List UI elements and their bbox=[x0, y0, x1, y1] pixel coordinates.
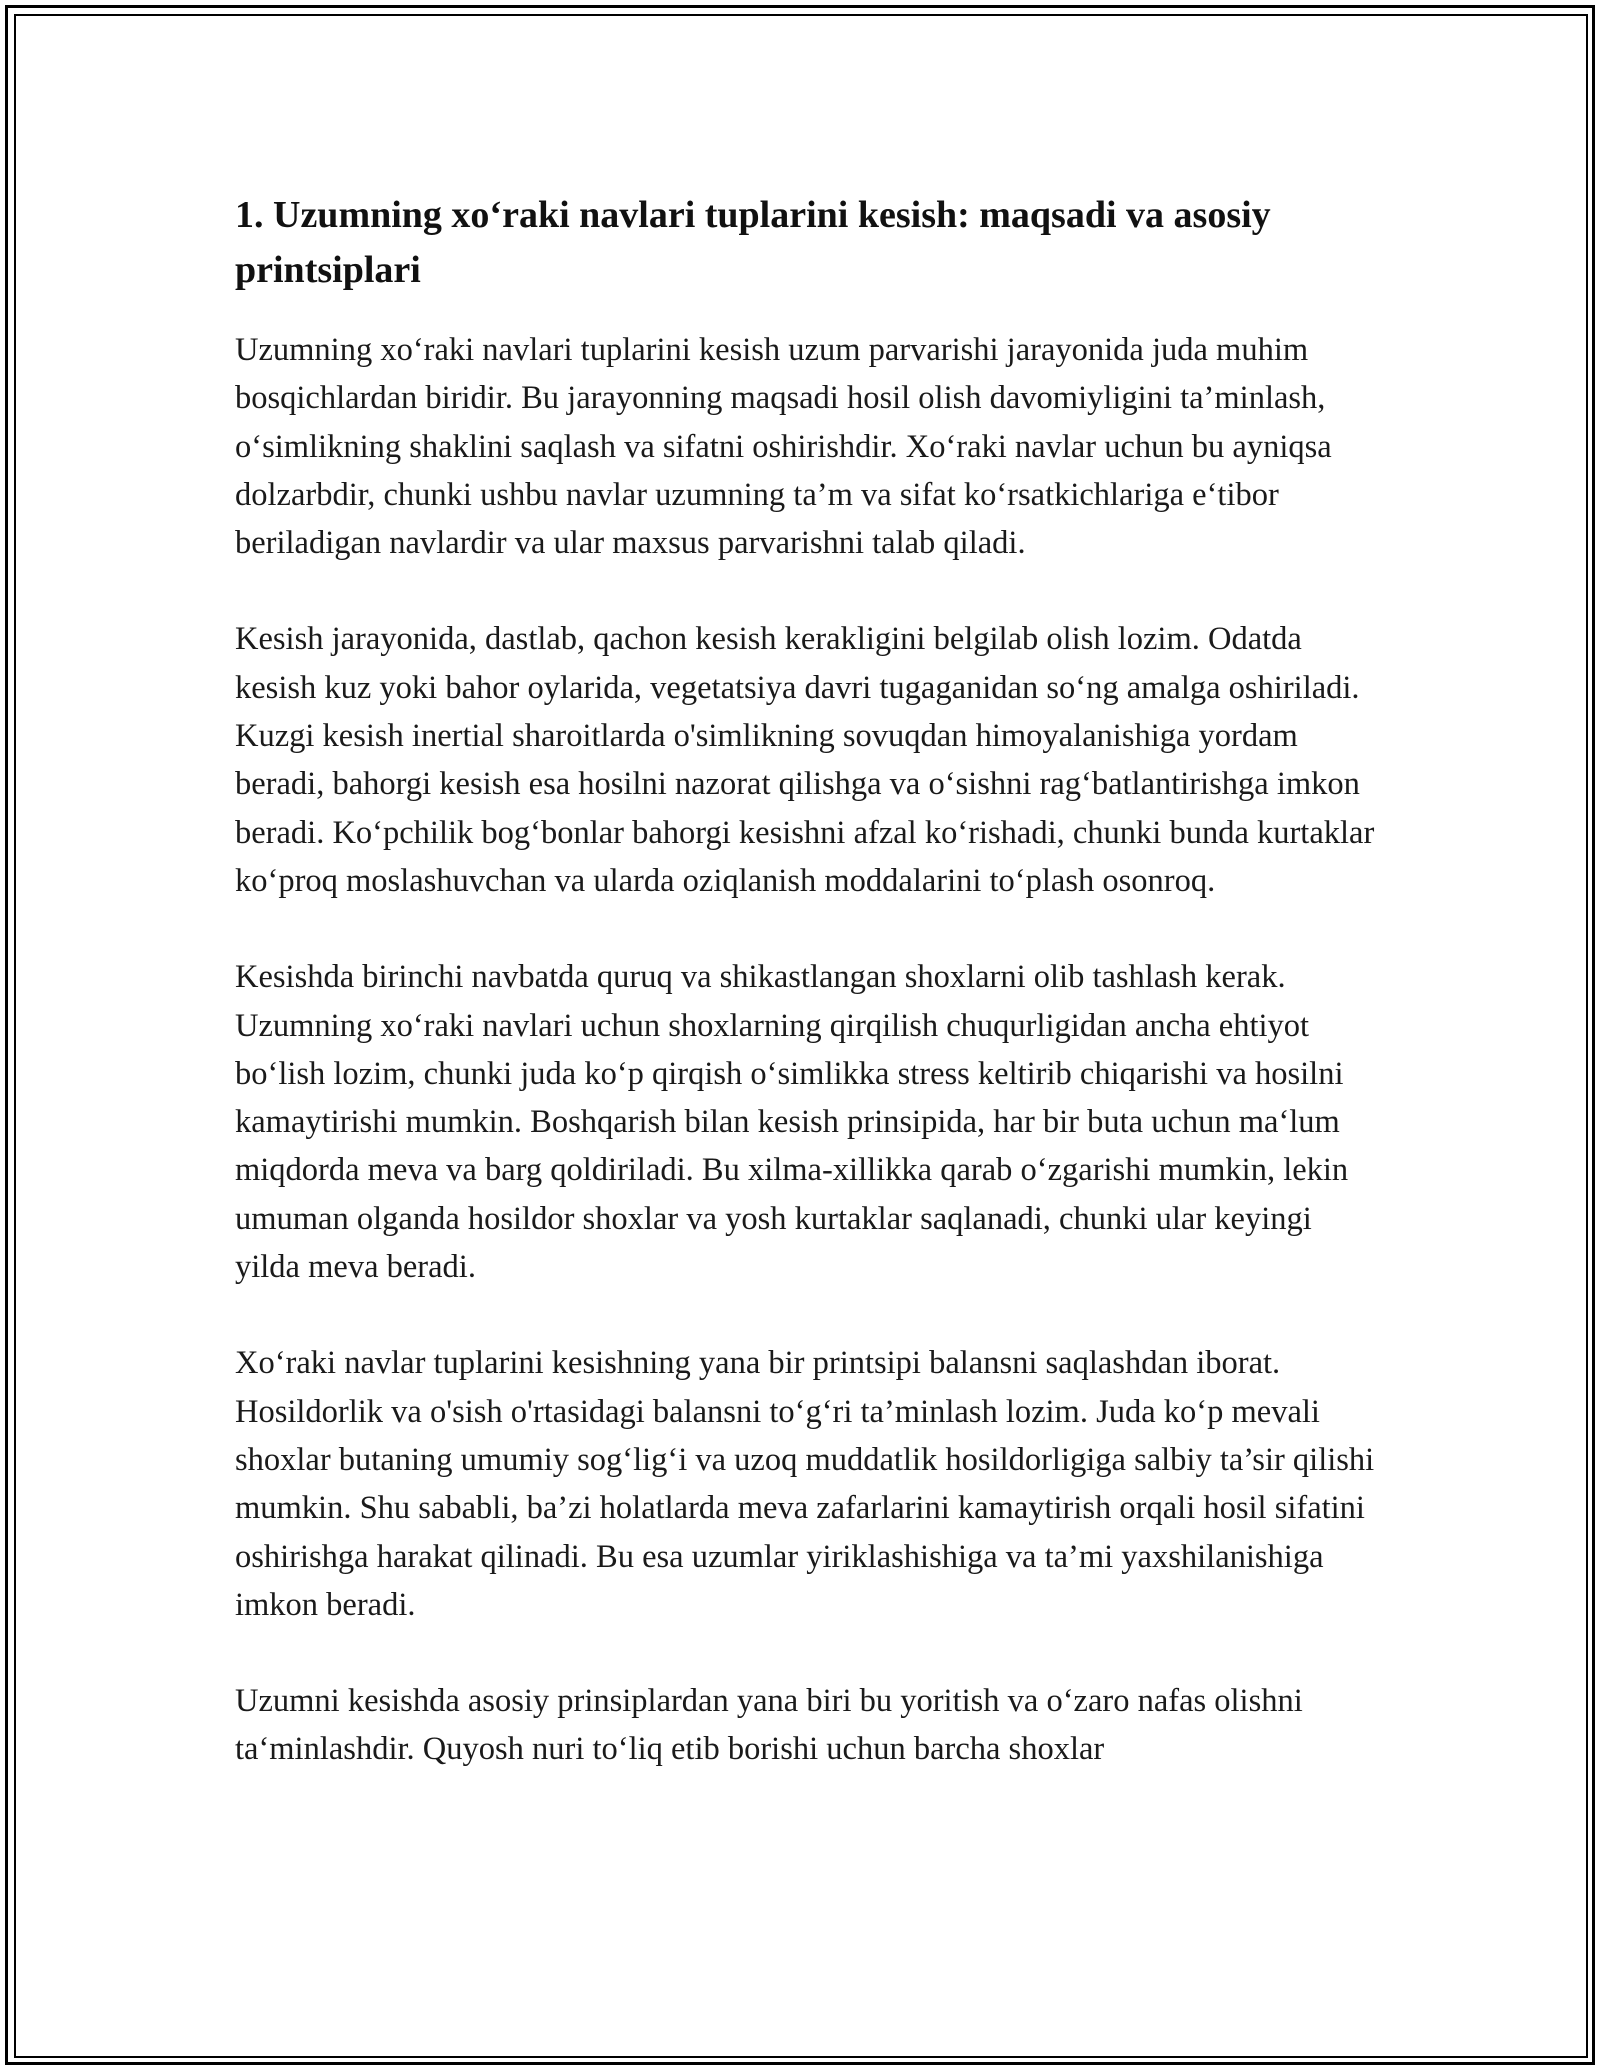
section-heading: 1. Uzumning xo‘raki navlari tuplarini kesish: maqsadi va asosiy printsiplari bbox=[235, 194, 1271, 291]
paragraph-3: Kesishda birinchi navbatda quruq va shikastlangan shoxlarni olib tashlash kerak. Uzumning xo‘raki navlari uchun shoxlarning qirqilish chuqurligidan ancha ehtiyot bo‘lish lozim, chunki juda ko‘p qirqish o‘simlikka stress keltirib chiqarishi va hosilni kamaytirishi mumkin. Boshqarish bilan kesish prinsipida, har bir buta uchun ma‘lum miqdorda meva va barg qoldiriladi. Bu xilma-xillikka qarab o‘zgarishi mumkin, lekin umuman olganda hosildor shoxlar va yosh kurtaklar saqlanadi, chunki ular keyingi yilda meva beradi. bbox=[235, 959, 1349, 1286]
paragraph-5: Uzumni kesishda asosiy prinsiplardan yana biri bu yoritish va o‘zaro nafas olishni ta‘minlashdir. Quyosh nuri to‘liq etib borishi uchun barcha shoxlar bbox=[235, 1683, 1303, 1768]
document-body bbox=[235, 188, 1375, 1774]
paragraph-1: Uzumning xo‘raki navlari tuplarini kesish uzum parvarishi jarayonida juda muhim bosqichlardan biridir. Bu jarayonning maqsadi hosil olish davomiyligini ta’minlash, o‘simlikning shaklini saqlash va sifatni oshirishdir. Xo‘raki navlar uchun bu ayniqsa dolzarbdir, chunki ushbu navlar uzumning ta’m va sifat ko‘rsatkichlariga e‘tibor beriladigan navlardir va ular maxsus parvarishni talab qiladi. bbox=[235, 332, 1332, 562]
paragraph-2: Kesish jarayonida, dastlab, qachon kesish kerakligini belgilab olish lozim. Odatda kesish kuz yoki bahor oylarida, vegetatsiya davri tugaganidan so‘ng amalga oshiriladi. Kuzgi kesish inertial sharoitlarda o'simlikning sovuqdan himoyalanishiga yordam beradi, bahorgi kesish esa hosilni nazorat qilishga va o‘sishni rag‘batlantirishga imkon beradi. Ko‘pchilik bog‘bonlar bahorgi kesishni afzal ko‘rishadi, chunki bunda kurtaklar ko‘proq moslashuvchan va ularda oziqlanish moddalarini to‘plash osonroq. bbox=[235, 621, 1375, 899]
paragraph-4: Xo‘raki navlar tuplarini kesishning yana bir printsipi balansni saqlashdan iborat. Hosildorlik va o'sish o'rtasidagi balansni to‘g‘ri ta’minlash lozim. Juda ko‘p mevali shoxlar butaning umumiy sog‘lig‘i va uzoq muddatlik hosildorligiga salbiy ta’sir qilishi mumkin. Shu sababli, ba’zi holatlarda meva zafarlarini kamaytirish orqali hosil sifatini oshirishga harakat qilinadi. Bu esa uzumlar yiriklashishiga va ta’mi yaxshilanishiga imkon beradi. bbox=[235, 1345, 1375, 1623]
